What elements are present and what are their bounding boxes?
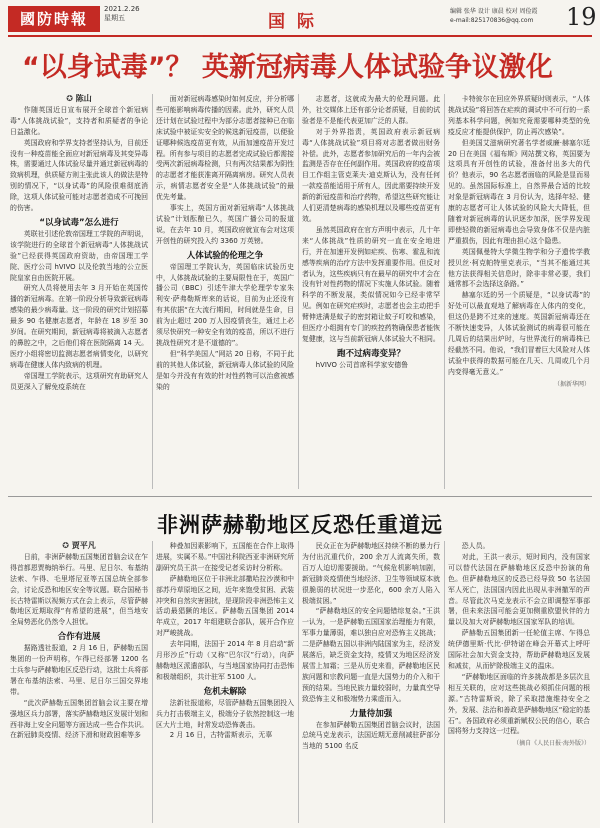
section-title: 国际 <box>268 12 326 32</box>
paragraph: “此次萨赫勒五国集团首脑会议主要在增强地区兵力部署，落实萨赫勒地区发展计划和西非海上安全问题等方面达成一些合作共识。在新冠肺炎疫情、经济下滑和财政困难等多 <box>10 698 148 740</box>
article2-col4 <box>448 541 590 823</box>
article1-col4 <box>448 94 590 489</box>
subheading: 人体试验的伦理之争 <box>186 250 264 261</box>
paragraph: 帝国理工学院认为，英国临床试验历史中，人体挑战试验的主要局限性在于，英国广播公司（BBC）引述牛津大学伦理学专家朱利安·萨弗勒斯库来的话说，目前为止还没有有其依据“在大流行期间，时间就是生命，目前为止超过 200 万人因疫情丧生，通过上必须尽快研究一种安全有效的疫苗，所以不进行挑战性研究才是不道德的”。 <box>156 262 294 347</box>
subheading: 力量待加强 <box>349 708 393 719</box>
paragraph: 卡特彼尔在回应外界质疑时则表示，“人体挑战试验”将回答在疟疾的调试中不可行的一系列基本科学问题，例如究竟需要哪种类型的免疫反应才能提供保护，防止再次感染”。 <box>448 95 590 136</box>
paragraph: 英国政府和学界支持者坚持认为，目前还没有一种疫苗能全面应对新冠病毒及其变异毒株，需要通过人体试验尽量并通过新冠病毒的致病机理，供质疑方则主张此该人的做法是特别的情况下，“以身试毒”的风险很难彻底消除，这项人体试验可能对志愿者造成不可挽回的伤害。 <box>10 138 148 213</box>
paragraph: 去年同期，法国于 2014 年 8 月启动“新月形沙丘”行动（又称“巴尔汉”行动），向萨赫勒地区派遣部队，与当地国家协同打击恐怖和极端组织，共计驻军 5100 人。 <box>156 640 294 681</box>
paragraph: hVIVO 公司首席科学家安德鲁 <box>315 360 409 369</box>
paragraph: 赫塞尔廷的另一个质疑是，“以身试毒”的好处可以最直观地了解病毒在人体内的变化，但这仍是跨不过来的速度。英国新冠病毒还在不断快速变异，人体试验测试的病毒很可能在几周后的结果出炉时，与世界流行的病毒株已经截然不同。他说，“我们冒着巨大风险对人体试验中获得的数据可能在几天、几周或几个月内变得毫无意义。” <box>448 291 590 376</box>
issue-date <box>104 5 140 23</box>
column-divider <box>298 94 299 489</box>
subheading: 跑不过病毒变异？ <box>336 348 405 359</box>
paragraph: 在参加萨赫勒五国集团首脑会议时，法国总统马克龙表示，法国近期无意削减驻萨部分当地的 5100 名反 <box>302 720 440 751</box>
paragraph: 作随英国近日宣布展开全球首个新冠病毒“人体挑战试验”，支持者和质疑者的争论日益激化。 <box>10 105 148 136</box>
paragraph: 但美国艾滋病研究著名学者威廉·赫塞尔廷 20 日在美国《福布斯》网站撰文称，英国要为这项具有开创性的试验，准备付出多大的代价？他表示，90 名志愿者面临的风险是显而易见的。虽然国际标准上，自然界最合适的比较对象是新冠病毒在 3 月份认为，选择年轻、健康的志愿者可让人体试验的风险大大降低，但随着对新冠病毒的认识逐步加深，医学界发现即使轻微的新冠病毒也会导致身体不仅是内脏严重损伤，因此有理由担心这个隐患。 <box>448 138 590 245</box>
newspaper-logo: 國防時報 <box>8 6 100 32</box>
paragraph: 虽然英国政府在官方声明中表示，几十年来“人体挑战”性质的研究一直在安全地进行，并在加速开发例如疟疾、伤寒、霍乱和流感等疾病的治疗方法中发挥重要作用。但反对者认为，这些疾病只有在最早的研究中才会在没有针对性药物的情况下实施人体试验。随着科学的不断发展，类似情况如今已经非常罕见。例如在研究疟疾时，志愿者也会主动把手臂伸进满是蚊子的密封箱让蚊子叮咬和感染，但医疗小组拥有专门的疾控药物确保患者能恢复健康，这与当前新冠病人体试验大不相同。 <box>302 225 440 343</box>
paragraph: 日前，非洲萨赫勒五国集团首脑会议在乍得首都恩贾梅纳举行。马里、尼日尔、布基纳法索、乍得、毛里塔尼亚等五国总统全部参会，讨论反恐和地区安全等议题。联合国秘书长古特雷斯以视频方式在会上表示，尽管萨赫勒地区近期取得“有希望的进展”，但当地安全局势恶化仍然令人担忧。 <box>10 552 148 627</box>
paragraph: 面对新冠病毒感染时如何反应，并分析哪些可能影响病毒传播的因素。此外，研究人员还计划在试验过程中为部分志愿者接种已在临床试验中被证实安全的候选新冠疫苗，以便验证哪种候选疫苗更有效，从而加速疫苗开发过程。所有参与项目的志愿者完成试验后都需接受两次新冠病毒检测，只有两次结果都为阴性的志愿者才能获准离开隔离病房。研究人员表示，病情志愿者安全是“人体挑战试验”的最优先考量。 <box>156 95 294 202</box>
article1-headline: “以身试毒”？ 英新冠病毒人体试验争议激化 <box>22 52 553 83</box>
article1-col2 <box>156 94 294 489</box>
paragraph: 种叠加因素影响下，五国能在合作上取得进展，实属不易。”中国社科院西亚非洲研究所副研究员王洪一在接受记者采访时分析称。 <box>156 542 294 572</box>
page-number: 19 <box>566 3 597 31</box>
weekday-text: 星期五 <box>104 14 125 22</box>
article2-col2 <box>156 541 294 823</box>
date-text: 2021.2.26 <box>104 5 140 13</box>
column-divider <box>298 541 299 823</box>
paragraph: 法新社报道称，尽管萨赫勒五国集团投入兵力打击极端主义，极端分子依然控制这一地区大片土地，时常发动恐怖袭击。 <box>156 698 294 729</box>
column-divider <box>152 94 153 489</box>
article1-author: ✪ 陈山 <box>10 94 148 105</box>
paragraph: 研究人员将使用去年 3 月开始在英国传播的新冠病毒。在第一阶段分析导致新冠病毒感染的最少病毒量。这一阶段的研究计划招募最多 90 名健康志愿者，年龄在 18 岁至 30 岁间。在研究期间，新冠病毒将被滴入志愿者的鼻腔之中，之后他们将在医院隔离 14 天。医疗小组将密切监测志愿者病情变化，以研究病毒在健康人体内致病的机理。 <box>10 284 148 369</box>
article1-credit: （据新华网） <box>553 380 590 388</box>
paragraph: 帝国理工学院表示，这项研究有助研究人员更深入了解免疫系统在 <box>10 371 148 391</box>
article2-headline: 非洲萨赫勒地区反恐任重道远 <box>157 513 443 537</box>
paragraph: 民众正在为萨赫勒地区持续不断的暴力行为付出沉重代价，200 余万人流离失所，数百万人迫切需要援助。“气候危机影响加剧，新冠肺炎疫情使当地经济、卫生等领域原本就很脆弱的状况进一步恶化，600 余万人陷入极端贫困。” <box>302 542 440 605</box>
paragraph: 英国佩曼特大学微生物学和分子遗传学教授贝丝·柯克帕特里克表示，“当其不能通过其他方法获得相关信息时，除非非常必要，我们通常都不会选择这条路。” <box>448 247 590 289</box>
article2-col3 <box>302 541 440 823</box>
article-divider <box>8 496 592 497</box>
subheading: 合作有进展 <box>57 632 101 643</box>
article2-credit: （摘自《人民日报·海外版》） <box>513 740 590 748</box>
email-text: e-mail:825170836@qq.com <box>450 17 534 24</box>
paragraph: 萨赫勒地区位于非洲北部撒哈拉沙漠和中部苏丹草原地区之间，近年来饱受贫困、武装冲突和自然灾害困扰，是现阶段非洲恐怖主义活动最猖獗的地区。萨赫勒五国集团 2014 年成立，2017 年组建联合部队，展开合作应对严峻挑战。 <box>156 574 294 638</box>
paragraph: “萨赫勒地区面临的许多挑战都是多层次且相互关联的，应对这些挑战必须抓住问题的根源。”古特雷斯说，除了采取措施维持安全之外，发展、法治和善政是萨赫勒地区“稳定的基石”。各国政府必须重新赋权公民的信心，联合国将努力支持这一过程。 <box>448 672 590 736</box>
masthead-rule <box>8 35 592 37</box>
paragraph: 据路透社报道，2 月 16 日，萨赫勒五国集团的一份声明称，乍得已经部署 1200 名士兵参与萨赫勒地区反恐行动，这批士兵将部署在布基纳法索、马里、尼日尔三国交界地带。 <box>10 644 148 696</box>
paragraph: “萨赫勒地区的安全问题错综复杂。”王洪一认为，一是萨赫勒五国国家治理能力有限，军事力量薄弱，难以独自应对恐怖主义挑战；二是萨赫勒五国以非洲内陆国家为主，经济发展落后，缺乏资金支持，疫情又为地区经济发展雪上加霜；三是从历史来看，萨赫勒地区民族问题和宗教问题一直是大国势力的介入和干预的结果。当地民族力量较弱时，力量真空导致恐怖主义和极端势力乘虚而入。 <box>302 607 440 703</box>
paragraph: 英联社引述伦敦帝国理工学院的声明说，该学院进行的全球首个新冠病毒“人体挑战试验”已经获得英国政府资助，由帝国理工学院、医疗公司 hVIVO 以及伦敦当地的公立医院皇家自由医院开展。 <box>10 229 148 282</box>
subheading: “以身试毒”怎么进行 <box>39 217 119 228</box>
column-divider <box>444 541 445 823</box>
paragraph: 萨赫勒五国集团新一任轮值主席、乍得总统伊德里斯·代比·伊特诺在峰会开幕式上呼吁国际社会加大资金支持，帮助萨赫勒地区发展和减贫，从而铲除极端主义的温床。 <box>448 629 590 670</box>
editors-info <box>450 7 562 25</box>
subheading: 危机未解除 <box>203 686 247 697</box>
paragraph: 2 月 16 日，古特雷斯表示，无辜 <box>169 731 273 740</box>
paragraph: 对此，王洪一表示，短时间内，没有国家可以替代法国在萨赫勒地区反恐中扮演的角色。但萨赫勒地区的反恐已经导致 50 名法国军人死亡，法国国内因此出现从非洲撤军的声音。尽管此次马克龙表示不会立即调整军事部署，但未来法国可能会更加侧重欧盟伙伴的力量以及加大对萨赫勒地区国家军队的培训。 <box>448 552 590 627</box>
paragraph: 事实上，英国方面对新冠病毒“人体挑战试验”计划酝酿已久，英国广播公司的报道说，在去年 10 月，英国政府就宣布会对这项开创性的研究投入约 3360 万英镑。 <box>156 204 294 245</box>
article1-col1 <box>10 94 148 489</box>
column-divider <box>444 94 445 489</box>
paragraph: 恐人员。 <box>461 542 490 550</box>
paragraph: 对于外界指责，英国政府表示新冠病毒“人体挑战试验”项目将对志愿者做出财务补偿。此外，志愿者参加研究后的一年内会被监测是否存在任何副作用。英国政府的疫苗项目工作组主管克莱夫·迪克斯认为，没有任何一款疫苗能适用于所有人，因此需要持续开发新的新冠疫苗和治疗药物，希望这些研究能让人们更清楚病毒的感染机理以及哪些疫苗更有效。 <box>302 127 440 223</box>
masthead <box>0 0 600 36</box>
paragraph: 志愿者，这就成为最大的伦理问题。此外，社交媒体上还有部分论者质疑，目前的试验者是不是能代表更加广泛的人群。 <box>302 95 440 125</box>
article2-author: ✪ 贾平凡 <box>10 541 148 552</box>
column-divider <box>152 541 153 823</box>
article2-col1 <box>10 541 148 823</box>
editors-text: 编辑 张华 设计 康晨 校对 周俭霞 <box>450 8 538 15</box>
article1-col3 <box>302 94 440 489</box>
paragraph: 但“科学美国人”网站 20 日称，不同于此前的其他人体试验，新冠病毒人体试验的风险是如今并没有有效的针对性药物可以治愈被感染的 <box>156 349 294 391</box>
